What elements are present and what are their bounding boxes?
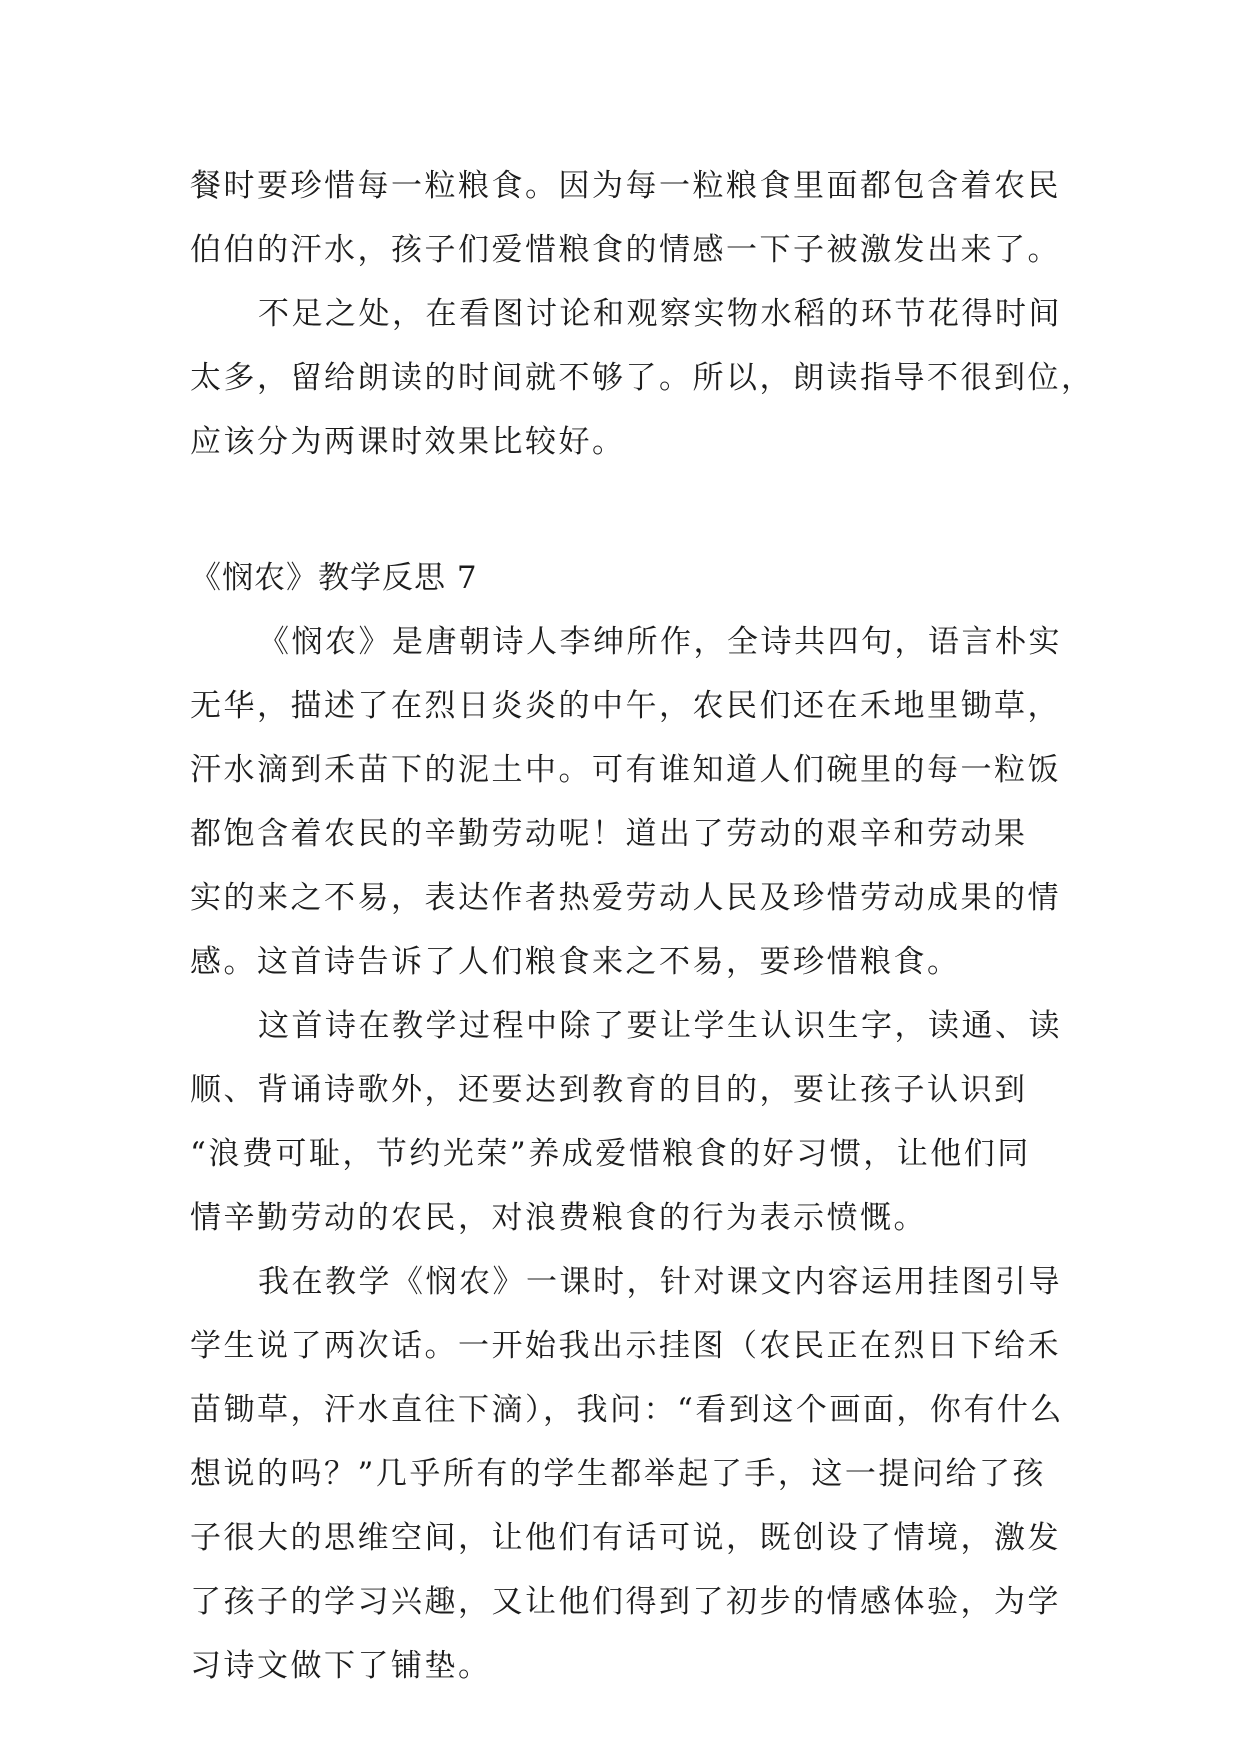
section-heading: 《悯农》教学反思 7 — [190, 560, 478, 596]
text-line: 我在教学《悯农》一课时，针对课文内容运用挂图引导 — [258, 1264, 1062, 1300]
paragraph-practice — [190, 1260, 1070, 1708]
paragraph-goals — [190, 1004, 1070, 1260]
text-line: 情辛勤劳动的农民，对浪费粮食的行为表示愤慨。 — [190, 1200, 927, 1236]
text-line: 不足之处，在看图讨论和观察实物水稻的环节花得时间 — [258, 296, 1062, 332]
text-line: 学生说了两次话。一开始我出示挂图（农民正在烈日下给禾 — [190, 1328, 1061, 1364]
text-line: 都饱含着农民的辛勤劳动呢！道出了劳动的艰辛和劳动果 — [190, 816, 1028, 852]
text-line: 子很大的思维空间，让他们有话可说，既创设了情境，激发 — [190, 1520, 1061, 1556]
text-line: 习诗文做下了铺垫。 — [190, 1648, 492, 1684]
text-line: 应该分为两课时效果比较好。 — [190, 424, 626, 460]
paragraph-intro — [190, 620, 1070, 1004]
paragraph-shortcomings — [190, 292, 1095, 484]
section-spacer — [190, 484, 1070, 556]
text-line: 太多，留给朗读的时间就不够了。所以，朗读指导不很到位， — [190, 360, 1095, 396]
text-line: 想说的吗？”几乎所有的学生都举起了手，这一提问给了孩 — [190, 1456, 1046, 1492]
document-body — [190, 164, 1095, 1708]
text-line: 无华，描述了在烈日炎炎的中午，农民们还在禾地里锄草， — [190, 688, 1061, 724]
paragraph-continued — [190, 164, 1070, 292]
text-line: 《悯农》是唐朝诗人李绅所作，全诗共四句，语言朴实 — [258, 624, 1062, 660]
text-line: 了孩子的学习兴趣，又让他们得到了初步的情感体验，为学 — [190, 1584, 1061, 1620]
text-line: 汗水滴到禾苗下的泥土中。可有谁知道人们碗里的每一粒饭 — [190, 752, 1061, 788]
text-line: 实的来之不易，表达作者热爱劳动人民及珍惜劳动成果的情 — [190, 880, 1061, 916]
text-line: 顺、背诵诗歌外，还要达到教育的目的，要让孩子认识到 — [190, 1072, 1028, 1108]
text-line: 这首诗在教学过程中除了要让学生认识生字，读通、读 — [258, 1008, 1062, 1044]
text-line: 感。这首诗告诉了人们粮食来之不易，要珍惜粮食。 — [190, 944, 961, 980]
text-line: 伯伯的汗水，孩子们爱惜粮食的情感一下子被激发出来了。 — [190, 232, 1061, 268]
text-line: “浪费可耻，节约光荣”养成爱惜粮食的好习惯，让他们同 — [190, 1136, 1031, 1172]
text-line: 餐时要珍惜每一粒粮食。因为每一粒粮食里面都包含着农民 — [190, 168, 1061, 204]
text-line: 苗锄草，汗水直往下滴），我问：“看到这个画面，你有什么 — [190, 1392, 1064, 1428]
